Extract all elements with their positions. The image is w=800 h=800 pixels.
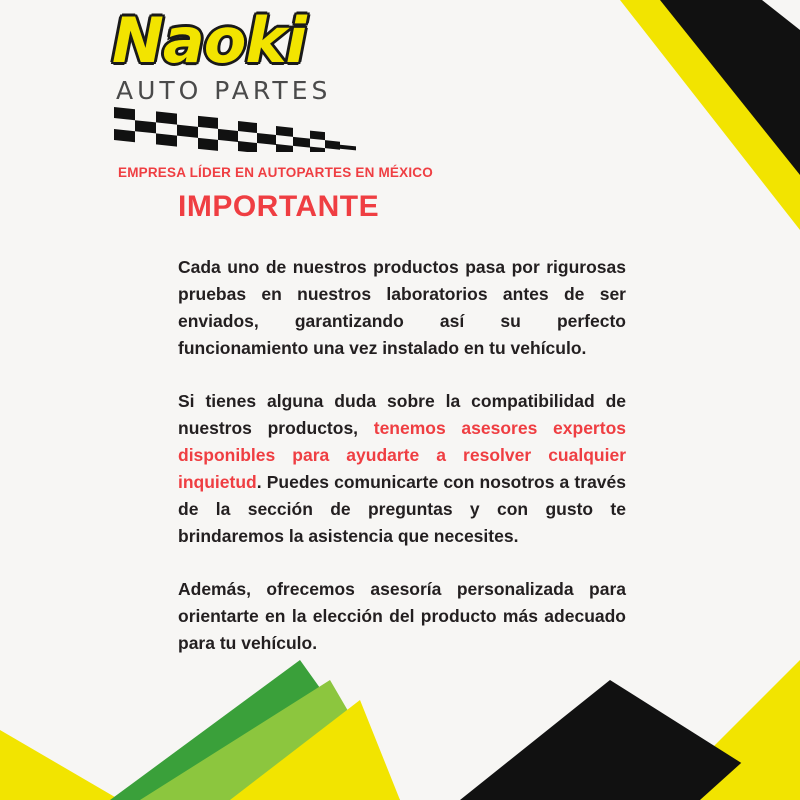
page-title: IMPORTANTE <box>178 190 380 223</box>
notice-block <box>178 190 626 657</box>
black-wedge-shape <box>460 680 800 800</box>
notice-paragraph-2-lead: Si tienes alguna duda sobre la compatibilidad de nuestros productos, <box>178 391 626 438</box>
notice-paragraph-3: Además, ofrecemos asesoría personalizada para orientarte en la elección del producto más adecuado para tu vehículo. <box>178 579 626 653</box>
yellow-wedge-shape <box>660 660 800 800</box>
checker-flag-icon <box>114 107 482 157</box>
brand-tagline: EMPRESA LÍDER EN AUTOPARTES EN MÉXICO <box>118 165 433 180</box>
notch-shape <box>762 0 800 30</box>
notice-paragraph-2 <box>178 388 626 550</box>
black-wedge-shape <box>660 0 800 175</box>
yellow-wedge-shape <box>620 0 800 230</box>
brand-subtitle: AUTO PARTES <box>116 76 332 105</box>
yellow-wedge-shape-2 <box>700 710 800 800</box>
notice-paragraph-2-highlight: tenemos asesores expertos disponibles para ayudarte a resolver cualquier inquietud <box>178 418 626 492</box>
light-green-wedge-shape <box>140 680 400 800</box>
notice-paragraph-1: Cada uno de nuestros productos pasa por rigurosas pruebas en nuestros laboratorios antes de ser enviados, garantizando así su perfecto funcionamiento una vez instalado en tu vehículo. <box>178 257 626 358</box>
green-wedge-shape <box>110 660 400 800</box>
brand-name: Naoki <box>112 4 306 77</box>
yellow-wedge-shape <box>0 730 120 800</box>
notice-paragraph-2-tail: . Puedes comunicarte con nosotros a través de la sección de preguntas y con gusto te brindaremos la asistencia que necesites. <box>178 472 626 546</box>
brand-logo <box>112 4 482 180</box>
yellow-wedge-shape-2 <box>230 700 400 800</box>
